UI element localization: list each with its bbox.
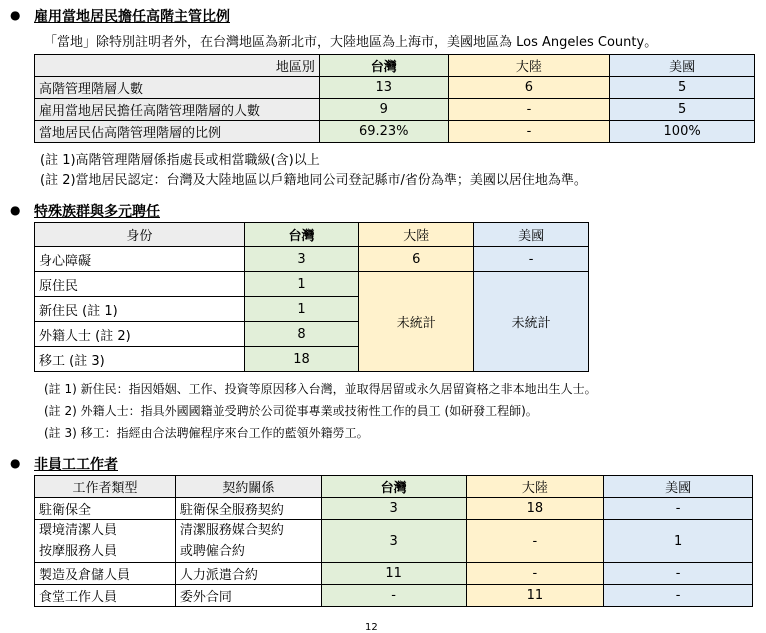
table-header-row [35,476,753,498]
bullet-3: ● [10,456,21,470]
table-row [35,121,755,143]
cell-china: - [466,520,604,563]
table-row [35,563,753,585]
table-row [35,272,589,297]
cell-usa: - [604,563,753,585]
row-label: 雇用當地居民擔任高階管理階層的人數 [35,99,320,121]
header-china: 大陸 [466,476,604,498]
contract-type: 人力派遣合約 [175,563,321,585]
section-1-intro: 「當地」除特別註明者外，在台灣地區為新北市，大陸地區為上海市，美國地區為 Los Angeles County。 [44,35,658,50]
row-label: 新住民 (註 1) [35,297,245,322]
cell-china: - [466,563,604,585]
cell-usa: 100% [610,121,755,143]
contract-line: 清潔服務媒合契約 [179,523,284,538]
row-label: 當地居民佔高階管理階層的比例 [35,121,320,143]
cell-china: 11 [466,585,604,607]
bullet-1: ● [10,8,21,22]
cell-usa: - [604,585,753,607]
contract-type: 駐衛保全服務契約 [175,498,321,520]
table-row [35,77,755,99]
cell-taiwan: 9 [319,99,448,121]
cell-taiwan: 1 [244,272,359,297]
header-identity: 身份 [35,223,245,247]
cell-taiwan: 3 [321,498,466,520]
cell-china: 18 [466,498,604,520]
cell-china: 6 [448,77,610,99]
table-row [35,585,753,607]
row-label-line: 環境清潔人員 [39,523,118,538]
table-row [35,520,753,563]
cell-usa: - [474,247,589,272]
footnote: (註 1) 新住民：指因婚姻、工作、投資等原因移入台灣，並取得居留或永久居留資格之非本地出生人士。 [44,382,597,396]
cell-taiwan: 18 [244,347,359,372]
table-header-row [35,55,755,77]
non-employee-table [34,475,753,607]
table-row [35,99,755,121]
section-title-non-employee-workers: 非員工工作者 [34,457,118,473]
cell-usa: 5 [610,77,755,99]
bullet-2: ● [10,203,21,217]
header-china: 大陸 [448,55,610,77]
footnote: (註 2) 外籍人士：指具外國國籍並受聘於公司從事專業或技術性工作的員工 (如研發工程師)。 [44,404,538,418]
row-label-line: 按摩服務人員 [39,544,118,559]
header-taiwan: 台灣 [321,476,466,498]
cell-taiwan: 8 [244,322,359,347]
local-managers-table [34,54,755,143]
contract-line: 或聘僱合約 [179,544,245,559]
row-label [35,520,176,563]
cell-usa: 5 [610,99,755,121]
cell-china-not-counted: 未統計 [359,272,474,372]
cell-china: 6 [359,247,474,272]
header-taiwan: 台灣 [319,55,448,77]
cell-usa: - [604,498,753,520]
header-worker-type: 工作者類型 [35,476,176,498]
cell-taiwan: - [321,585,466,607]
footnote: (註 1)高階管理階層係指處長或相當職級(含)以上 [40,153,320,168]
cell-taiwan: 11 [321,563,466,585]
cell-china: - [448,121,610,143]
header-usa: 美國 [604,476,753,498]
cell-taiwan: 13 [319,77,448,99]
cell-china: - [448,99,610,121]
row-label: 食堂工作人員 [35,585,176,607]
header-taiwan: 台灣 [244,223,359,247]
header-china: 大陸 [359,223,474,247]
contract-type: 委外合同 [175,585,321,607]
cell-taiwan: 3 [244,247,359,272]
header-usa: 美國 [474,223,589,247]
row-label: 駐衛保全 [35,498,176,520]
contract-type [175,520,321,563]
cell-taiwan: 3 [321,520,466,563]
cell-usa-not-counted: 未統計 [474,272,589,372]
diversity-table [34,222,589,372]
cell-taiwan: 69.23% [319,121,448,143]
header-contract: 契約關係 [175,476,321,498]
table-header-row [35,223,589,247]
cell-usa: 1 [604,520,753,563]
section-title-local-managers: 雇用當地居民擔任高階主管比例 [34,9,230,25]
table-row [35,247,589,272]
row-label: 高階管理階層人數 [35,77,320,99]
page-number: 12 [365,622,378,633]
row-label: 外籍人士 (註 2) [35,322,245,347]
header-usa: 美國 [610,55,755,77]
footnote: (註 3) 移工：指經由合法聘僱程序來台工作的藍領外籍勞工。 [44,426,369,440]
table-row [35,498,753,520]
row-label: 移工 (註 3) [35,347,245,372]
section-title-diversity-hiring: 特殊族群與多元聘任 [34,204,160,220]
row-label: 身心障礙 [35,247,245,272]
row-label: 製造及倉儲人員 [35,563,176,585]
row-label: 原住民 [35,272,245,297]
footnote: (註 2)當地居民認定：台灣及大陸地區以戶籍地同公司登記縣市/省份為準；美國以居住地為準。 [40,173,587,188]
cell-taiwan: 1 [244,297,359,322]
header-region: 地區別 [35,55,320,77]
